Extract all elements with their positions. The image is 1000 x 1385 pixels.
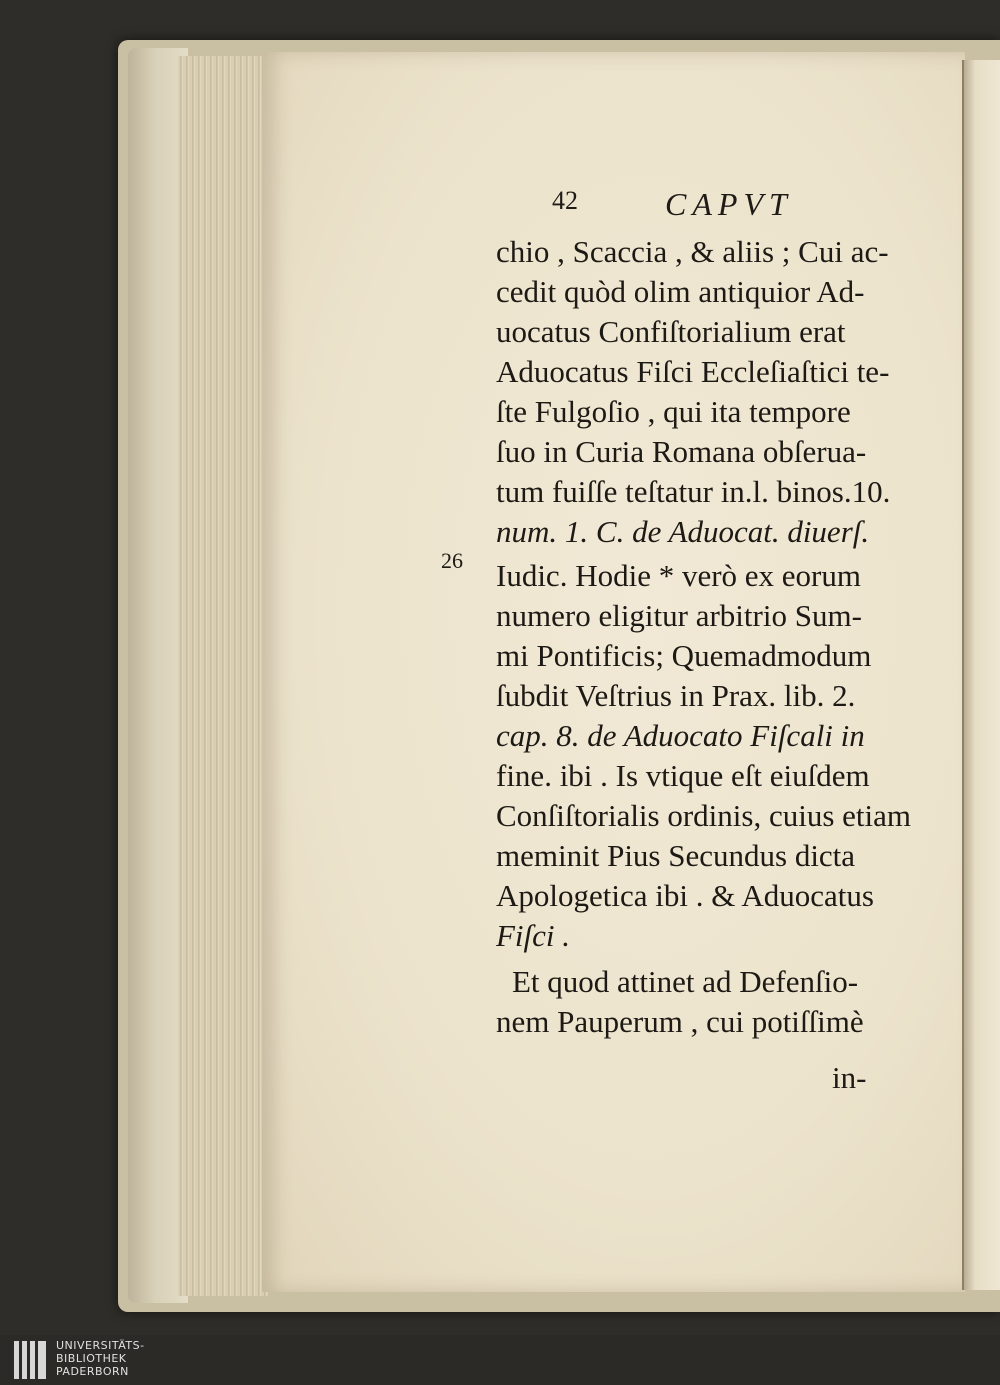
library-logo-icon — [14, 1341, 48, 1379]
text-line: nem Pauperum , cui potiſſimè — [496, 1004, 864, 1039]
text-line: uocatus Confiſtorialium erat — [496, 314, 846, 349]
library-logo-text — [56, 1339, 145, 1378]
footer-bar — [0, 1335, 1000, 1385]
marginal-note: 26 — [441, 548, 463, 573]
text-line: numero eligitur arbitrio Sum- — [496, 598, 862, 633]
text-line: tum fuiſſe teſtatur in.l. binos.10. — [496, 474, 891, 509]
text-line: meminit Pius Secundus dicta — [496, 838, 856, 873]
text-line: Fiſci . — [496, 918, 571, 953]
text-line: cedit quòd olim antiquior Ad- — [496, 274, 865, 309]
text-line: ſuo in Curia Romana obſerua- — [496, 434, 867, 469]
logo-line-3: PADERBORN — [56, 1365, 129, 1378]
text-line: Conſiſtorialis ordinis, cuius etiam — [496, 798, 912, 833]
text-line: ſubdit Veſtrius in Prax. lib. 2. — [496, 678, 856, 713]
text-line: Iudic. Hodie * verò ex eorum — [496, 558, 861, 593]
text-line: cap. 8. de Aduocato Fiſcali in — [496, 718, 865, 753]
text-line: num. 1. C. de Aduocat. diuerſ. — [496, 514, 870, 549]
text-line: ſte Fulgoſio , qui ita tempore — [496, 394, 851, 429]
running-head — [550, 186, 930, 230]
logo-line-2: BIBLIOTHEK — [56, 1352, 127, 1365]
page-edges — [178, 56, 268, 1296]
facing-page-edge — [962, 60, 1000, 1290]
page-number: 42 — [552, 186, 578, 215]
text-line: Aduocatus Fiſci Eccleſiaſtici te- — [496, 354, 890, 389]
text-line: Apologetica ibi . & Aduocatus — [496, 878, 874, 913]
logo-line-1: UNIVERSITÄTS- — [56, 1339, 145, 1352]
text-line: chio , Scaccia , & aliis ; Cui ac- — [496, 234, 889, 269]
catchword: in- — [832, 1060, 867, 1095]
text-line: mi Pontificis; Quemadmodum — [496, 638, 872, 673]
text-line: fine. ibi . Is vtique eſt eiuſdem — [496, 758, 870, 793]
text-line: Et quod attinet ad Defenſio- — [512, 964, 859, 999]
running-title: CAPVT — [665, 186, 793, 222]
